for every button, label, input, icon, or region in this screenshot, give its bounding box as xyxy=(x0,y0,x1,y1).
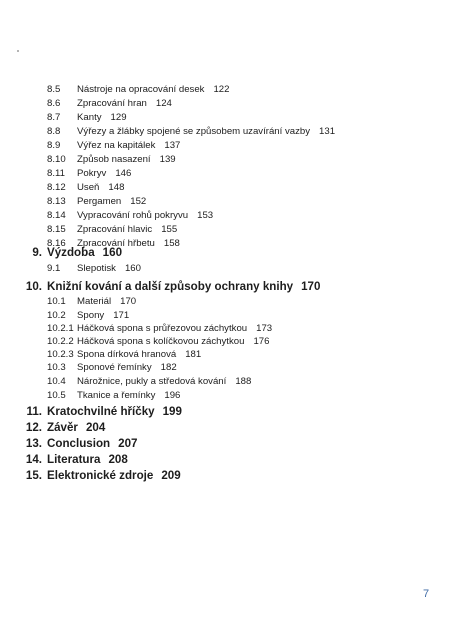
section-title: Nárožnice, pukly a středová kování 188 xyxy=(77,376,252,387)
section-title: Háčková spona s průřezovou záchytkou 173 xyxy=(77,323,273,334)
section-number: 8.16 xyxy=(47,238,66,249)
section-title: Výřez na kapitálek 137 xyxy=(77,140,181,151)
page-ref: 146 xyxy=(115,168,132,179)
page-ref: 170 xyxy=(301,280,321,293)
chapter-title: Conclusion xyxy=(47,437,111,450)
section-title: Slepotisk 160 xyxy=(77,263,141,274)
section-number: 8.5 xyxy=(47,84,61,95)
section-title: Spona dírková hranová 181 xyxy=(77,349,202,360)
section-title: Nástroje na opracování desek 122 xyxy=(77,84,230,95)
chapter-number: 13. xyxy=(25,437,42,450)
toc-chapter-9[interactable] xyxy=(32,245,123,261)
section-number: 10.2 xyxy=(47,310,66,321)
page-ref: 158 xyxy=(163,238,180,249)
section-number: 8.9 xyxy=(47,140,61,151)
section-title: Kanty 129 xyxy=(77,112,127,123)
page-ref: 208 xyxy=(108,453,128,466)
page-ref: 170 xyxy=(120,296,137,307)
toc-chapter-12[interactable] xyxy=(25,420,106,436)
section-title: Spony 171 xyxy=(77,310,130,321)
section-number: 8.8 xyxy=(47,126,61,137)
chapter-number: 15. xyxy=(25,469,42,482)
section-title: Zpracování hlavic 155 xyxy=(77,224,178,235)
section-number: 9.1 xyxy=(47,263,61,274)
chapter-title: Výzdoba xyxy=(47,246,95,259)
section-number: 10.2.3 xyxy=(47,349,74,360)
section-title: Sponové řemínky 182 xyxy=(77,362,177,373)
page-ref: 124 xyxy=(155,98,172,109)
page-ref: 139 xyxy=(159,154,176,165)
toc-chapter-11[interactable] xyxy=(26,404,182,420)
section-number: 8.12 xyxy=(47,182,66,193)
chapter-title: Elektronické zdroje xyxy=(47,469,154,482)
chapter-number: 12. xyxy=(25,421,42,434)
page-ref: 122 xyxy=(213,84,230,95)
section-title: Pergamen 152 xyxy=(77,196,147,207)
section-title: Useň 148 xyxy=(77,182,125,193)
toc-chapter-10[interactable] xyxy=(25,279,321,295)
section-number: 8.14 xyxy=(47,210,66,221)
chapter-title: Závěr xyxy=(47,421,78,434)
page-ref: 129 xyxy=(110,112,127,123)
section-title: Pokryv 146 xyxy=(77,168,132,179)
corner-mark xyxy=(17,50,19,52)
page-ref: 209 xyxy=(161,469,181,482)
page-ref: 137 xyxy=(164,140,181,151)
page-ref: 188 xyxy=(235,376,252,387)
section-title: Zpracování hřbetu 158 xyxy=(77,238,180,249)
section-title: Způsob nasazení 139 xyxy=(77,154,176,165)
toc-chapter-14[interactable] xyxy=(25,452,128,468)
section-number: 10.1 xyxy=(47,296,66,307)
section-number: 8.6 xyxy=(47,98,61,109)
section-number: 10.2.2 xyxy=(47,336,74,347)
section-number: 8.7 xyxy=(47,112,61,123)
section-number: 8.11 xyxy=(47,168,65,179)
page-ref: 153 xyxy=(197,210,214,221)
section-number: 10.4 xyxy=(47,376,66,387)
page-ref: 171 xyxy=(113,310,130,321)
page-ref: 204 xyxy=(85,421,106,434)
section-title: Výřezy a žlábky spojené se způsobem uzavírání vazby 131 xyxy=(77,126,336,137)
chapter-title: Kratochvilné hříčky xyxy=(47,405,155,418)
section-number: 8.13 xyxy=(47,196,66,207)
page-ref: 152 xyxy=(130,196,147,207)
page-ref: 199 xyxy=(162,405,182,418)
page-ref: 182 xyxy=(160,362,177,373)
page-ref: 155 xyxy=(161,224,178,235)
page-ref: 148 xyxy=(108,182,125,193)
section-number: 8.10 xyxy=(47,154,66,165)
page-ref: 207 xyxy=(118,437,138,450)
page-ref: 176 xyxy=(253,336,270,347)
section-title: Háčková spona s kolíčkovou záchytkou 176 xyxy=(77,336,270,347)
toc-chapter-15[interactable] xyxy=(25,468,181,484)
chapter-number: 9. xyxy=(32,246,42,259)
page-ref: 160 xyxy=(102,246,123,259)
section-title: Vypracování rohů pokryvu 153 xyxy=(77,210,214,221)
page-ref: 196 xyxy=(164,390,181,401)
page-ref: 173 xyxy=(256,323,273,334)
page-ref: 181 xyxy=(185,349,202,360)
section-number: 10.5 xyxy=(47,390,66,401)
section-title: Zpracování hran 124 xyxy=(77,98,172,109)
section-title: Materiál 170 xyxy=(77,296,137,307)
page-number: 7 xyxy=(423,588,430,600)
toc-chapter-13[interactable] xyxy=(25,436,138,452)
chapter-number: 10. xyxy=(25,280,42,293)
section-number: 8.15 xyxy=(47,224,66,235)
section-number: 10.3 xyxy=(47,362,66,373)
chapter-title: Knižní kování a další způsoby ochrany knihy xyxy=(47,280,294,293)
chapter-number: 11. xyxy=(26,405,42,418)
page-ref: 160 xyxy=(124,263,141,274)
section-title: Tkanice a řemínky 196 xyxy=(77,390,181,401)
section-number: 10.2.1 xyxy=(47,323,74,334)
chapter-number: 14. xyxy=(25,453,42,466)
chapter-title: Literatura xyxy=(47,453,101,466)
page-ref: 131 xyxy=(319,126,336,137)
